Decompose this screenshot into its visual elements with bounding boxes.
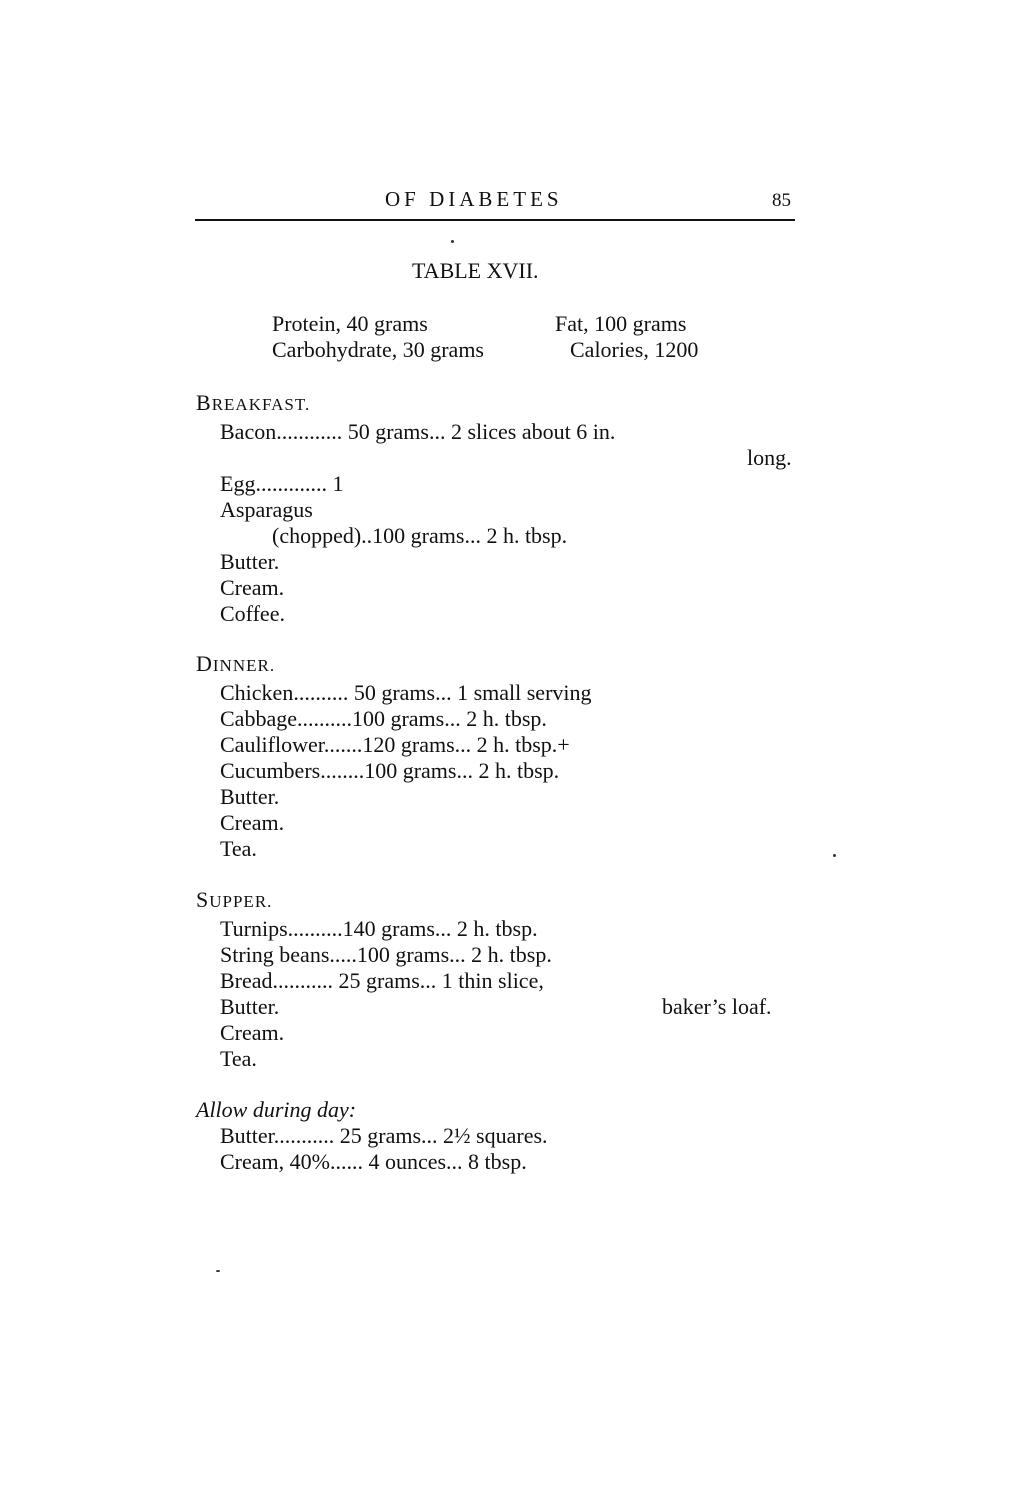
summary-fat: Fat, 100 grams xyxy=(555,311,687,336)
breakfast-line-butter: Butter. xyxy=(220,549,280,574)
breakfast-line-bacon: Bacon............ 50 grams... 2 slices about 6 in. xyxy=(220,419,616,444)
supper-line-cream: Cream. xyxy=(220,1020,285,1045)
summary-protein: Protein, 40 grams xyxy=(272,311,428,336)
breakfast-heading: BREAKFAST. xyxy=(196,390,311,415)
summary-calories: Calories, 1200 xyxy=(570,337,699,362)
supper-line-butter: Butter. xyxy=(220,994,280,1019)
page-number: 85 xyxy=(772,190,791,211)
print-speck xyxy=(451,240,454,243)
breakfast-line-egg: Egg............. 1 xyxy=(220,471,344,496)
dinner-line-tea: Tea. xyxy=(220,836,257,861)
dinner-line-cream: Cream. xyxy=(220,810,285,835)
summary-carbohydrate: Carbohydrate, 30 grams xyxy=(272,337,484,362)
supper-line-turnips: Turnips..........140 grams... 2 h. tbsp. xyxy=(220,916,538,941)
breakfast-line-asparagus: Asparagus xyxy=(220,497,313,522)
allow-heading: Allow during day: xyxy=(196,1097,357,1122)
header-rule xyxy=(195,219,795,221)
dinner-line-cauliflower: Cauliflower.......120 grams... 2 h. tbsp.+ xyxy=(220,732,570,757)
table-title: TABLE XVII. xyxy=(412,258,539,283)
allow-line-butter: Butter........... 25 grams... 2½ squares. xyxy=(220,1123,548,1148)
print-speck xyxy=(216,1270,220,1272)
dinner-line-cucumbers: Cucumbers........100 grams... 2 h. tbsp. xyxy=(220,758,560,783)
dinner-line-chicken: Chicken.......... 50 grams... 1 small serving xyxy=(220,680,592,705)
print-speck xyxy=(833,854,836,857)
dinner-line-butter: Butter. xyxy=(220,784,280,809)
breakfast-line-asparagus-amount: (chopped)..100 grams... 2 h. tbsp. xyxy=(272,523,568,548)
supper-line-string-beans: String beans.....100 grams... 2 h. tbsp. xyxy=(220,942,552,967)
supper-line-bread: Bread........... 25 grams... 1 thin slice, xyxy=(220,968,544,993)
breakfast-line-coffee: Coffee. xyxy=(220,601,285,626)
running-title: OF DIABETES xyxy=(385,187,563,211)
supper-line-tea: Tea. xyxy=(220,1046,257,1071)
breakfast-line-cream: Cream. xyxy=(220,575,285,600)
breakfast-line-bacon-cont: long. xyxy=(747,445,792,470)
dinner-line-cabbage: Cabbage..........100 grams... 2 h. tbsp. xyxy=(220,706,547,731)
allow-line-cream: Cream, 40%...... 4 ounces... 8 tbsp. xyxy=(220,1149,527,1174)
supper-line-bread-cont: baker’s loaf. xyxy=(662,994,772,1019)
dinner-heading: DINNER. xyxy=(196,651,276,676)
supper-heading: SUPPER. xyxy=(196,887,273,912)
